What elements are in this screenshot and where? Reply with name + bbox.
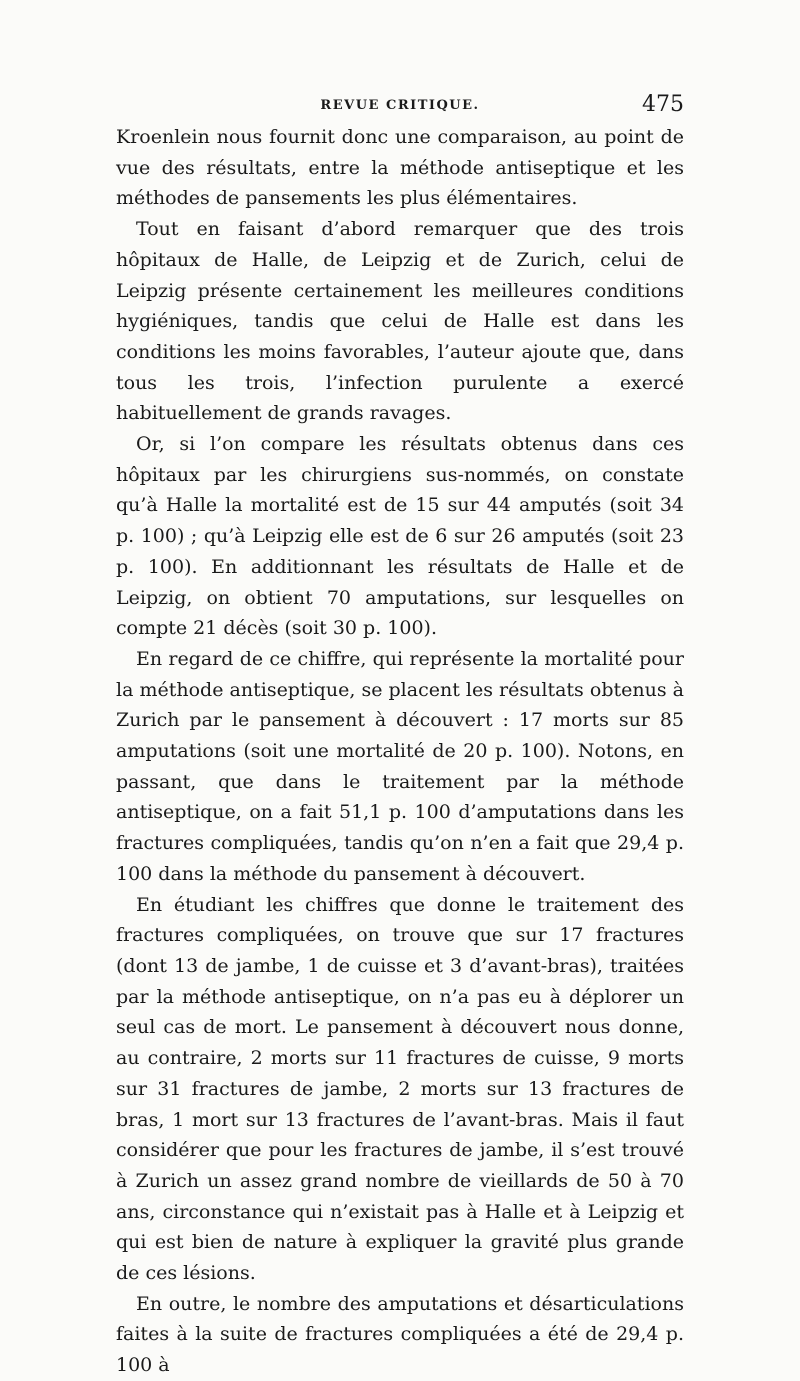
- paragraph: Kroenlein nous fournit donc une comparaison, au point de vue des résultats, entre la méthode antiseptique et les méthodes de pansements les plus élémentaires.: [116, 126, 684, 210]
- running-title: REVUE CRITIQUE.: [320, 98, 480, 113]
- paragraph: En outre, le nombre des amputations et désarticulations faites à la suite de fractures compliquées a été de 29,4 p. 100 à: [116, 1292, 684, 1377]
- paragraph: Or, si l’on compare les résultats obtenus dans ces hôpitaux par les chirurgiens sus-nommés, on constate qu’à Halle la mortalité est de 15 sur 44 amputés (soit 34 p. 100) ; qu’à Leipzig elle est de 6 sur 26 amputés (soit 23 p. 100). En additionnant les résultats de Halle et de Leipzig, on obtient 70 amputations, sur lesquelles on compte 21 décès (soit 30 p. 100).: [116, 433, 684, 640]
- book-page: [116, 92, 684, 1381]
- body-text: [116, 122, 684, 1381]
- paragraph: Tout en faisant d’abord remarquer que des trois hôpitaux de Halle, de Leipzig et de Zurich, celui de Leipzig présente certainement les meilleures conditions hygiéniques, tandis que celui de Halle est dans les conditions les moins favorables, l’auteur ajoute que, dans tous les trois, l’infection purulente a exercé habituellement de grands ravages.: [116, 218, 684, 425]
- page-number: 475: [642, 92, 684, 117]
- paragraph: En étudiant les chiffres que donne le traitement des fractures compliquées, on trouve que sur 17 fractures (dont 13 de jambe, 1 de cuisse et 3 d’avant-bras), traitées par la méthode antiseptique, on n’a pas eu à déplorer un seul cas de mort. Le pansement à découvert nous donne, au contraire, 2 morts sur 11 fractures de cuisse, 9 morts sur 31 fractures de jambe, 2 morts sur 13 fractures de bras, 1 mort sur 13 fractures de l’avant-bras. Mais il faut considérer que pour les fractures de jambe, il s’est trouvé à Zurich un assez grand nombre de vieillards de 50 à 70 ans, circonstance qui n’existait pas à Halle et à Leipzig et qui est bien de nature à expliquer la gravité plus grande de ces lésions.: [116, 893, 684, 1285]
- running-head: [116, 92, 684, 122]
- paragraph: En regard de ce chiffre, qui représente la mortalité pour la méthode antiseptique, se placent les résultats obtenus à Zurich par le pansement à découvert : 17 morts sur 85 amputations (soit une mortalité de 20 p. 100). Notons, en passant, que dans le traitement par la méthode antiseptique, on a fait 51,1 p. 100 d’amputations dans les fractures compliquées, tandis qu’on n’en a fait que 29,4 p. 100 dans la méthode du pansement à découvert.: [116, 647, 684, 885]
